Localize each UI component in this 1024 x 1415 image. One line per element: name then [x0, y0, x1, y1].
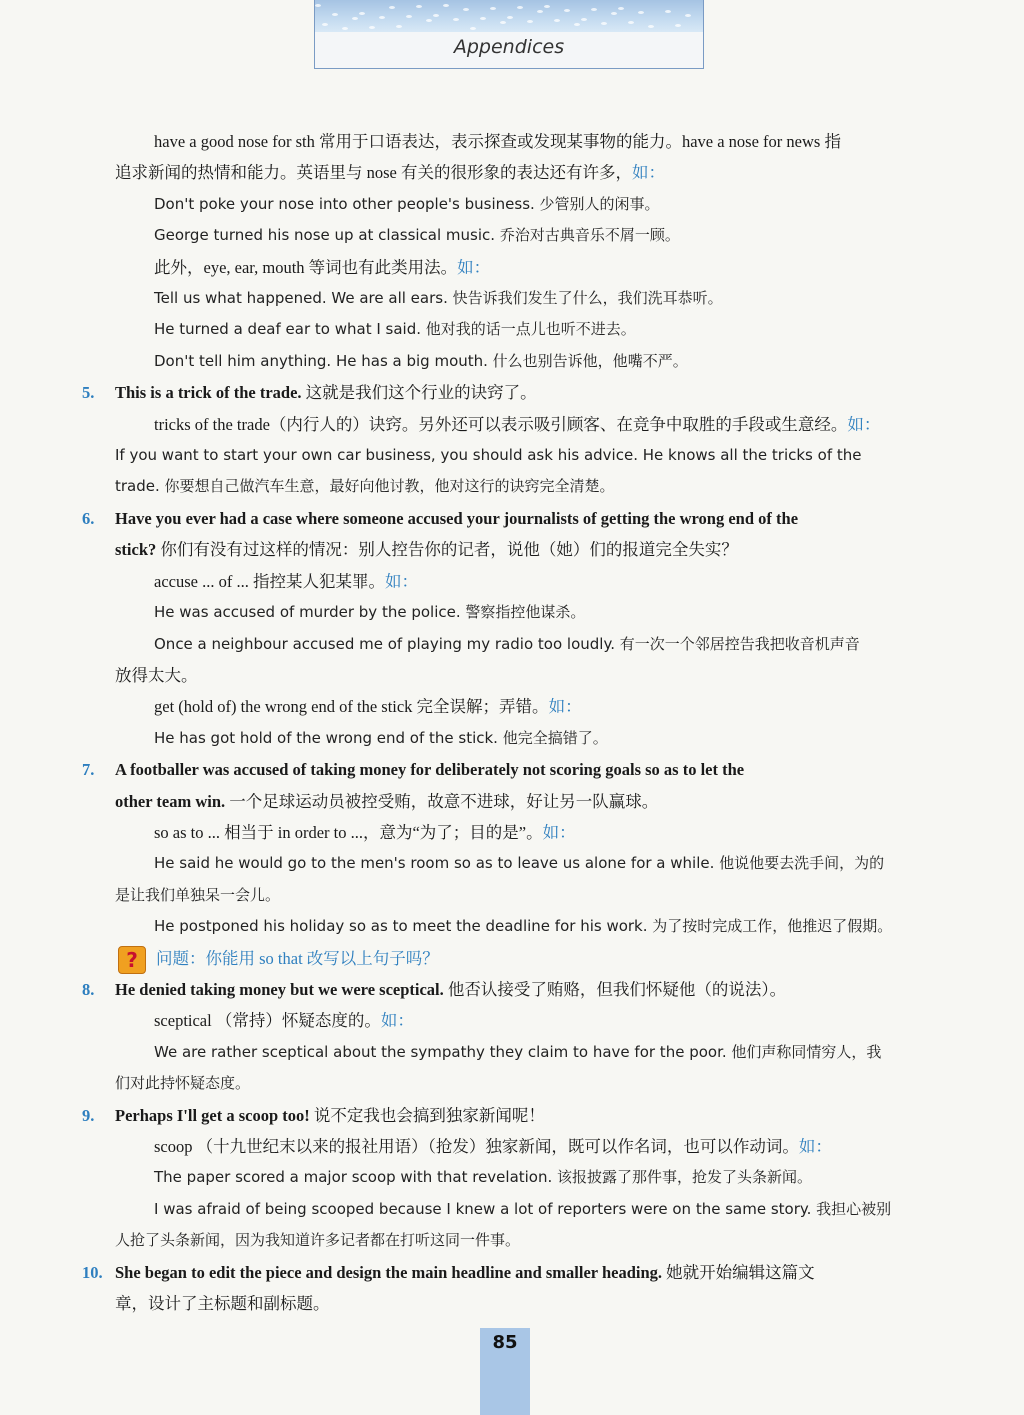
- text-line: [82, 1162, 944, 1193]
- line-text: 一个足球运动员被控受贿，故意不进球，好让另一队赢球。: [225, 791, 659, 811]
- text-line: [82, 817, 944, 848]
- text-line: [82, 1257, 944, 1288]
- line-text: He turned a deaf ear to what I said. 他对我的话一点儿也听不进去。: [154, 320, 636, 339]
- page-number-tab: [480, 1328, 530, 1415]
- line-text: The paper scored a major scoop with that revelation. 该报披露了那件事，抢发了头条新闻。: [154, 1168, 813, 1187]
- item-number: 8.: [82, 979, 95, 999]
- text-line: [82, 534, 944, 565]
- text-line: [82, 1225, 944, 1256]
- line-text: 你们有没有过这样的情况：别人控告你的记者，说他（她）们的报道完全失实？: [156, 540, 738, 560]
- text-line: [82, 723, 944, 754]
- key-sentence: stick?: [115, 540, 157, 560]
- example-marker: 如：: [847, 414, 881, 434]
- example-marker: 如：: [380, 1011, 414, 1031]
- text-line: [82, 880, 944, 911]
- example-marker: 如：: [542, 822, 576, 842]
- line-text: 这就是我们这个行业的诀窍了。: [301, 383, 537, 403]
- key-sentence: Perhaps I'll get a scoop too!: [115, 1105, 310, 1125]
- text-line: [82, 1288, 944, 1319]
- text-line: [82, 503, 944, 534]
- key-sentence: He denied taking money but we were sceptical.: [115, 979, 444, 999]
- line-text: If you want to start your own car business, you should ask his advice. He knows all the tricks of the: [115, 446, 862, 465]
- text-line: [82, 126, 944, 157]
- text-line: [82, 1005, 944, 1036]
- example-marker: 如：: [798, 1137, 832, 1156]
- header-decorative-strip: [315, 0, 703, 32]
- item-number: 10.: [82, 1262, 103, 1282]
- item-number: 6.: [82, 508, 95, 528]
- line-text: 说不定我也会搞到独家新闻呢！: [309, 1105, 545, 1125]
- line-text: trade. 你要想自己做汽车生意，最好向他讨教，他对这行的诀窍完全清楚。: [115, 477, 615, 496]
- line-text: George turned his nose up at classical music. 乔治对古典音乐不屑一顾。: [154, 226, 680, 245]
- text-line: [82, 786, 944, 817]
- line-text: scoop （十九世纪末以来的报社用语）（抢发）独家新闻，既可以作名词，也可以作动词。: [154, 1137, 799, 1156]
- line-text: 们对此持怀疑态度。: [115, 1074, 251, 1093]
- text-line: [82, 754, 944, 785]
- text-line: [82, 314, 944, 345]
- text-line: [82, 471, 944, 502]
- line-text: Don't tell him anything. He has a big mouth. 什么也别告诉他，他嘴不严。: [154, 351, 688, 370]
- header-box: [314, 0, 704, 69]
- line-text: get (hold of) the wrong end of the stick 完全误解；弄错。: [154, 697, 549, 717]
- example-marker: 如：: [632, 163, 665, 183]
- text-line: [82, 377, 944, 408]
- key-sentence: other team win.: [115, 791, 226, 811]
- text-line: [82, 848, 944, 879]
- text-line: [82, 691, 944, 722]
- text-line: [82, 1131, 944, 1162]
- item-number: 7.: [82, 760, 95, 780]
- line-text: 他否认接受了贿赂，但我们怀疑他（的说法）。: [443, 979, 787, 999]
- text-line: [82, 1068, 944, 1099]
- example-marker: 如：: [384, 571, 418, 591]
- line-text: 此外，eye, ear, mouth 等词也有此类用法。: [154, 257, 458, 277]
- text-line: [82, 597, 944, 628]
- question-icon: ?: [118, 946, 146, 974]
- example-marker: 如：: [457, 257, 491, 277]
- text-line: [82, 1194, 944, 1225]
- text-line: [82, 220, 944, 251]
- text-line: [82, 440, 944, 471]
- text-line: [82, 409, 944, 440]
- text-line: [82, 629, 944, 660]
- line-text: have a good nose for sth 常用于口语表达，表示探查或发现某事物的能力。have a nose for news 指: [154, 132, 841, 151]
- text-line: [82, 1037, 944, 1068]
- line-text: We are rather sceptical about the sympathy they claim to have for the poor. 他们声称同情穷人，我: [154, 1042, 882, 1061]
- text-line: [82, 566, 944, 597]
- line-text: 是让我们单独呆一会儿。: [115, 885, 281, 904]
- line-text: sceptical （常持）怀疑态度的。: [154, 1011, 381, 1031]
- text-line: [82, 974, 944, 1005]
- text-line: [82, 660, 944, 691]
- page-content: [82, 126, 944, 1319]
- question-text: 问题：你能用 so that 改写以上句子吗？: [156, 948, 439, 968]
- line-text: 章，设计了主标题和副标题。: [115, 1294, 330, 1314]
- line-text: He was accused of murder by the police. 警察指控他谋杀。: [154, 603, 586, 622]
- text-line: [82, 283, 944, 314]
- line-text: Don't poke your nose into other people's business. 少管别人的闲事。: [154, 194, 660, 213]
- line-text: He postponed his holiday so as to meet the deadline for his work. 为了按时完成工作，他推迟了假期。: [154, 917, 893, 936]
- line-text: He has got hold of the wrong end of the stick. 他完全搞错了。: [154, 728, 608, 747]
- line-text: Tell us what happened. We are all ears. 快告诉我们发生了什么，我们洗耳恭听。: [154, 289, 723, 308]
- item-number: 9.: [82, 1105, 95, 1125]
- line-text: so as to ... 相当于 in order to ...，意为“为了；目的是”。: [154, 822, 543, 842]
- text-line: [82, 346, 944, 377]
- line-text: tricks of the trade（内行人的）诀窍。另外还可以表示吸引顾客、在竞争中取胜的手段或生意经。: [154, 414, 848, 434]
- key-sentence: She began to edit the piece and design the main headline and smaller heading.: [115, 1262, 663, 1282]
- key-sentence: Have you ever had a case where someone accused your journalists of getting the wrong end of the: [115, 508, 799, 528]
- line-text: He said he would go to the men's room so as to leave us alone for a while. 他说他要去洗手间，为的: [154, 854, 885, 873]
- key-sentence: A footballer was accused of taking money for deliberately not scoring goals so as to let the: [115, 760, 745, 780]
- text-line: [82, 943, 944, 974]
- page-header-title: Appendices: [453, 36, 565, 58]
- text-line: [82, 189, 944, 220]
- line-text: 放得太大。: [115, 665, 198, 685]
- line-text: 人抢了头条新闻，因为我知道许多记者都在打听这同一件事。: [115, 1231, 521, 1250]
- line-text: 她就开始编辑这篇文: [662, 1262, 815, 1282]
- text-line: [82, 911, 944, 942]
- line-text: I was afraid of being scooped because I knew a lot of reporters were on the same story. 我担心被别: [154, 1199, 892, 1218]
- page-number: 85: [492, 1332, 518, 1353]
- text-line: [82, 252, 944, 283]
- text-line: [82, 157, 944, 188]
- text-line: [82, 1100, 944, 1131]
- line-text: Once a neighbour accused me of playing my radio too loudly. 有一次一个邻居控告我把收音机声音: [154, 634, 860, 653]
- example-marker: 如：: [548, 697, 582, 717]
- line-text: 追求新闻的热情和能力。英语里与 nose 有关的很形象的表达还有许多，: [115, 163, 632, 183]
- line-text: accuse ... of ... 指控某人犯某罪。: [154, 571, 385, 591]
- key-sentence: This is a trick of the trade.: [115, 383, 302, 403]
- item-number: 5.: [82, 383, 95, 403]
